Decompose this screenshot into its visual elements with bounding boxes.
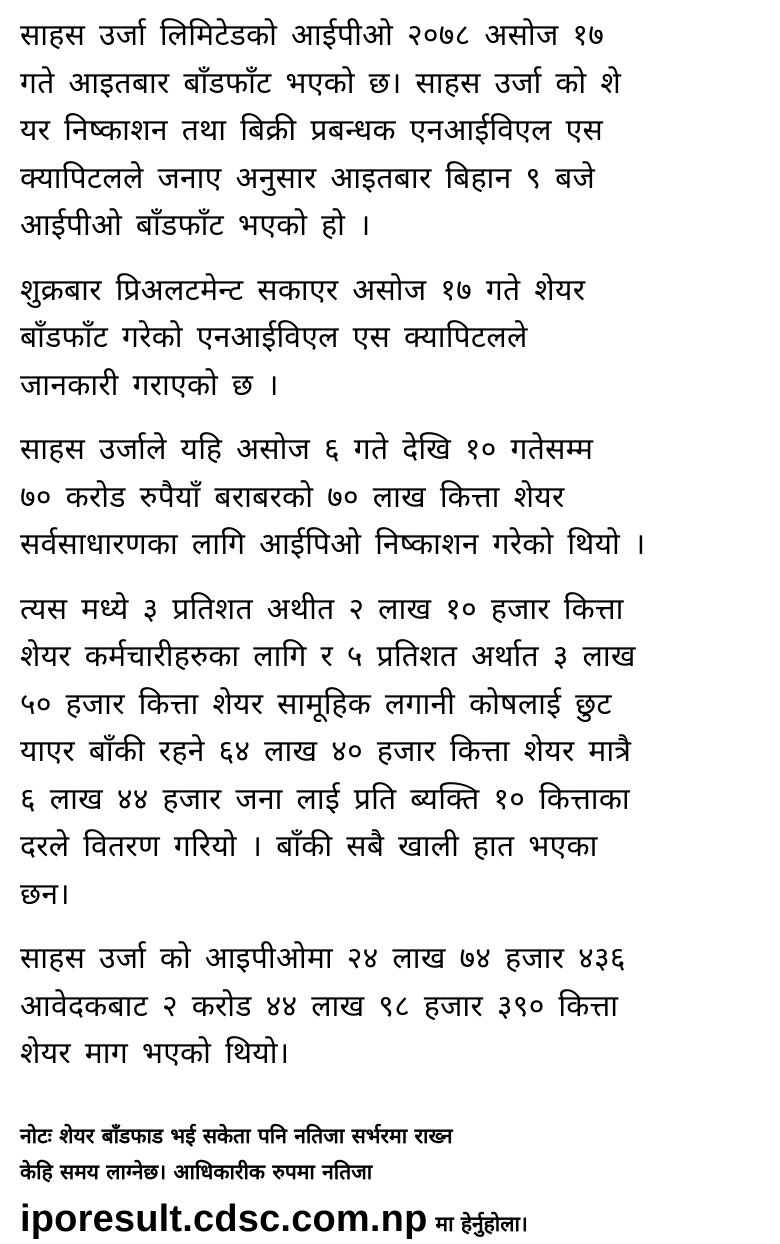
paragraph-5 xyxy=(20,935,772,1078)
paragraph-line: जानकारी गराएको छ । xyxy=(20,367,279,403)
paragraph-line: आईपीओ बाँडफाँट भएको हो । xyxy=(20,208,371,243)
paragraph-line: क्यापिटलले जनाए अनुसार आइतबार बिहान ९ बजे xyxy=(20,160,596,196)
paragraph-3 xyxy=(20,426,772,569)
result-site-line xyxy=(20,1194,772,1244)
paragraph-line: सर्वसाधारणका लागि आईपिओ निष्काशन गरेको थियो । xyxy=(20,527,646,562)
paragraph-line: आवेदकबाट २ करोड ४४ लाख ९८ हजार ३९० कित्ता xyxy=(20,988,619,1024)
note-line-1: नोटः शेयर बाँडफाड भई सकेता पनि नतिजा सर्भरमा राख्न xyxy=(20,1123,453,1148)
paragraph-2 xyxy=(20,267,772,410)
result-site-url: iporesult.cdsc.com.np xyxy=(20,1197,428,1240)
paragraph-line: ७० करोड रुपैयाँ बराबरको ७० लाख कित्ता शेयर xyxy=(20,479,565,515)
paragraph-4 xyxy=(20,586,772,919)
paragraph-line: दरले वितरण गरियो । बाँकी सबै खाली हात भएका xyxy=(20,829,598,864)
paragraph-line: छन। xyxy=(20,876,70,912)
result-note xyxy=(20,1118,772,1244)
paragraph-line: ६ लाख ४४ हजार जना लाई प्रति ब्यक्ति १० कित्ताका xyxy=(20,781,630,817)
paragraph-line: साहस उर्जाले यहि असोज ६ गते देखि १० गतेसम्म xyxy=(20,432,594,467)
paragraph-line: याएर बाँकी रहने ६४ लाख ४० हजार कित्ता शेयर मात्रै xyxy=(20,734,632,769)
paragraph-line: त्यस मध्ये ३ प्रतिशत अथीत २ लाख १० हजार कित्ता xyxy=(20,591,624,627)
paragraph-1 xyxy=(20,12,772,250)
paragraph-line: साहस उर्जा को आइपीओमा २४ लाख ७४ हजार ४३६ xyxy=(20,941,626,976)
result-site-suffix: मा हेर्नुहोला। xyxy=(435,1211,528,1236)
paragraph-line: शेयर कर्मचारीहरुका लागि र ५ प्रतिशत अर्थात ३ लाख xyxy=(20,639,636,674)
document-body xyxy=(20,12,772,1244)
paragraph-line: शेयर माग भएको थियो। xyxy=(20,1036,290,1071)
paragraph-line: गते आइतबार बाँडफाँट भएको छ। साहस उर्जा को शे xyxy=(20,65,622,101)
paragraph-line: साहस उर्जा लिमिटेडको आईपीओ २०७८ असोज १७ xyxy=(20,18,605,53)
paragraph-line: ५० हजार कित्ता शेयर सामूहिक लगानी कोषलाई छुट xyxy=(20,686,612,722)
paragraph-line: यर निष्काशन तथा बिक्री प्रबन्धक एनआईविएल एस xyxy=(20,113,604,148)
paragraph-line: बाँडफाँट गरेको एनआईविएल एस क्यापिटलले xyxy=(20,320,528,355)
note-line-2: केहि समय लाग्नेछ। आधिकारीक रुपमा नतिजा xyxy=(20,1159,373,1184)
paragraph-line: शुक्रबार प्रिअलटमेन्ट सकाएर असोज १७ गते शेयर xyxy=(20,272,586,308)
